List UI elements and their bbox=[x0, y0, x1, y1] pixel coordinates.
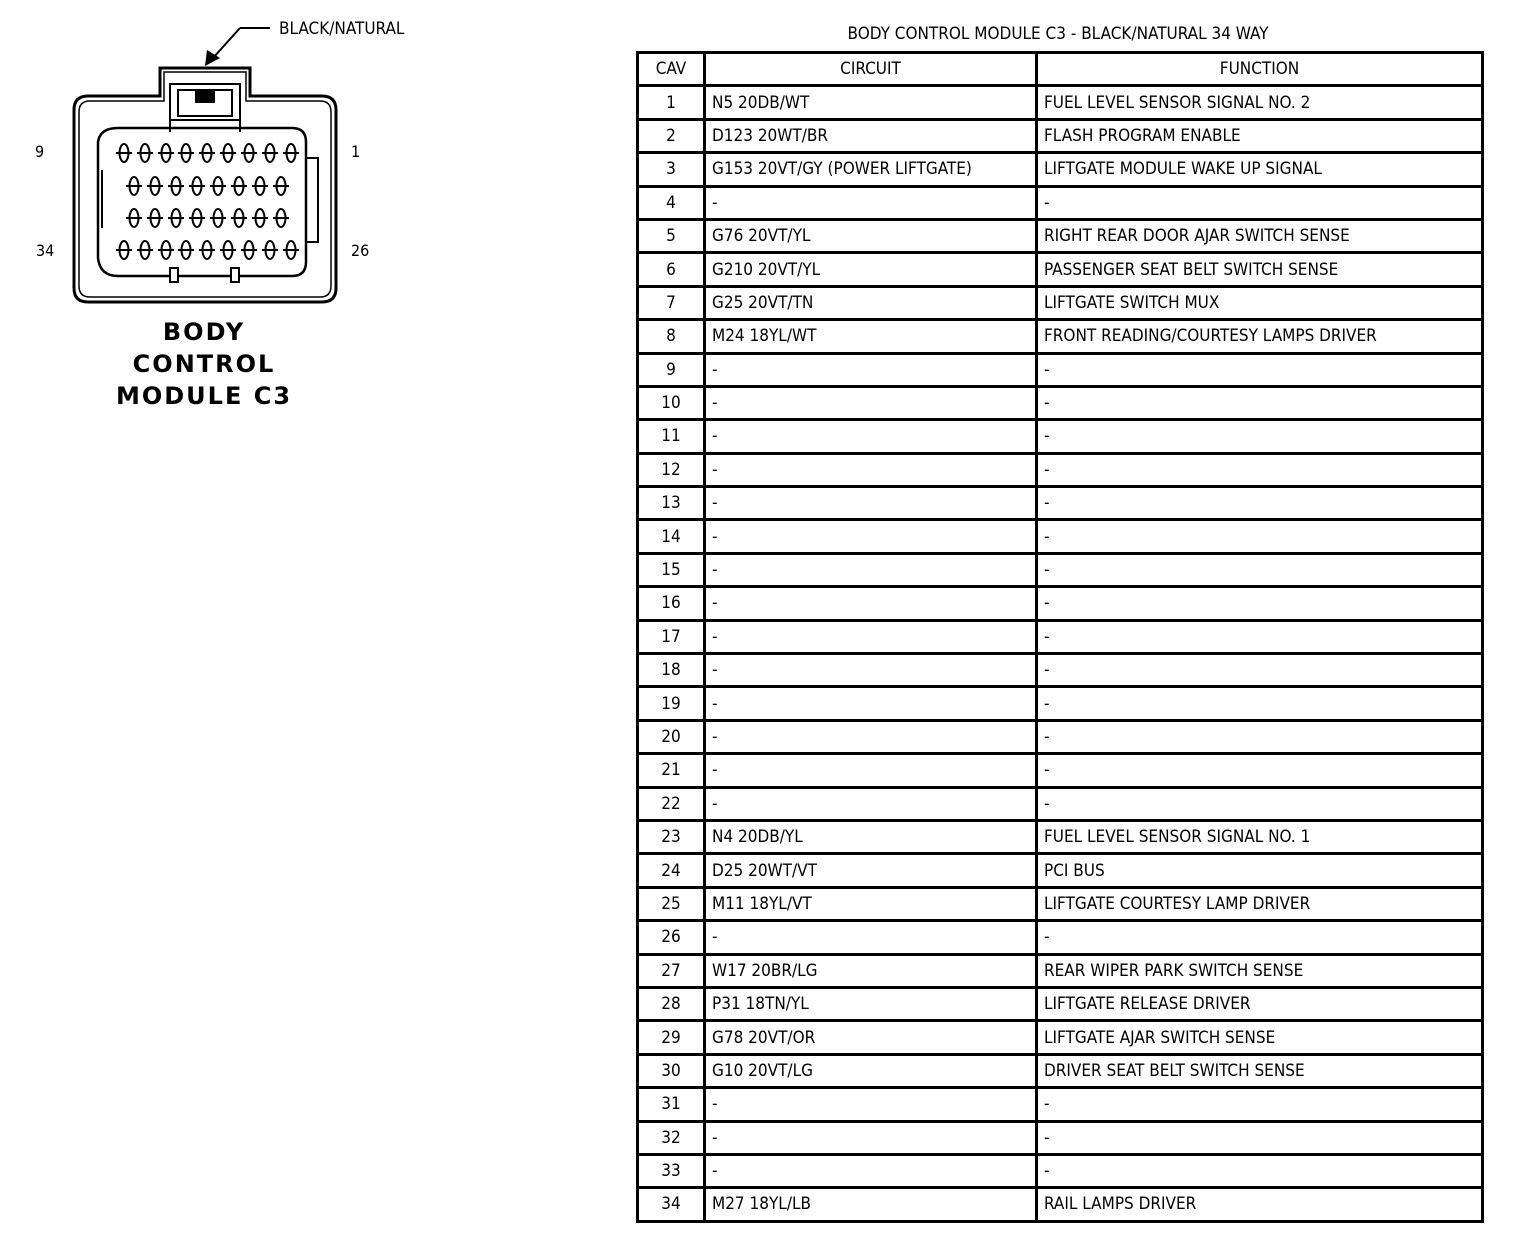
cell-cav: 13 bbox=[638, 487, 705, 520]
cell-circuit: - bbox=[705, 720, 1037, 753]
table-row bbox=[638, 119, 1483, 152]
cell-circuit: N4 20DB/YL bbox=[705, 820, 1037, 853]
cell-function: - bbox=[1037, 620, 1483, 653]
cell-function: - bbox=[1037, 186, 1483, 219]
cell-circuit: G153 20VT/GY (POWER LIFTGATE) bbox=[705, 153, 1037, 186]
cell-function: LIFTGATE RELEASE DRIVER bbox=[1037, 987, 1483, 1020]
cell-function: LIFTGATE MODULE WAKE UP SIGNAL bbox=[1037, 153, 1483, 186]
cell-cav: 6 bbox=[638, 253, 705, 286]
cell-function: - bbox=[1037, 520, 1483, 553]
connector-pin bbox=[116, 241, 132, 259]
cell-function: LIFTGATE COURTESY LAMP DRIVER bbox=[1037, 887, 1483, 920]
cell-circuit: - bbox=[705, 687, 1037, 720]
cell-cav: 28 bbox=[638, 987, 705, 1020]
cell-circuit: M24 18YL/WT bbox=[705, 320, 1037, 353]
cell-circuit: G210 20VT/YL bbox=[705, 253, 1037, 286]
cell-cav: 10 bbox=[638, 386, 705, 419]
connector-pins bbox=[116, 144, 299, 259]
cell-circuit: - bbox=[705, 921, 1037, 954]
cell-cav: 27 bbox=[638, 954, 705, 987]
cell-cav: 34 bbox=[638, 1188, 705, 1221]
table-row bbox=[638, 1088, 1483, 1121]
cell-cav: 15 bbox=[638, 553, 705, 586]
cell-circuit: - bbox=[705, 420, 1037, 453]
connector-pin bbox=[116, 144, 132, 162]
table-row bbox=[638, 921, 1483, 954]
table-row bbox=[638, 1121, 1483, 1154]
cell-cav: 30 bbox=[638, 1054, 705, 1087]
cell-cav: 21 bbox=[638, 754, 705, 787]
table-row bbox=[638, 86, 1483, 119]
table-row bbox=[638, 520, 1483, 553]
cell-function: - bbox=[1037, 1088, 1483, 1121]
cell-function: PCI BUS bbox=[1037, 854, 1483, 887]
cell-circuit: W17 20BR/LG bbox=[705, 954, 1037, 987]
table-row bbox=[638, 253, 1483, 286]
cell-cav: 17 bbox=[638, 620, 705, 653]
cell-cav: 31 bbox=[638, 1088, 705, 1121]
cell-circuit: M11 18YL/VT bbox=[705, 887, 1037, 920]
cell-cav: 32 bbox=[638, 1121, 705, 1154]
cell-cav: 26 bbox=[638, 921, 705, 954]
cell-function: - bbox=[1037, 754, 1483, 787]
cell-circuit: - bbox=[705, 520, 1037, 553]
pin-label-top-right: 1 bbox=[351, 142, 361, 161]
connector-diagram bbox=[0, 0, 600, 420]
cell-function: - bbox=[1037, 420, 1483, 453]
cell-circuit: - bbox=[705, 186, 1037, 219]
cell-function: DRIVER SEAT BELT SWITCH SENSE bbox=[1037, 1054, 1483, 1087]
connector-pin bbox=[252, 209, 268, 227]
cell-circuit: - bbox=[705, 1121, 1037, 1154]
connector-pin bbox=[273, 177, 289, 195]
cell-cav: 3 bbox=[638, 153, 705, 186]
cell-cav: 25 bbox=[638, 887, 705, 920]
table-body bbox=[638, 86, 1483, 1221]
cell-cav: 2 bbox=[638, 119, 705, 152]
cell-cav: 4 bbox=[638, 186, 705, 219]
table-row bbox=[638, 1154, 1483, 1187]
header-circuit: CIRCUIT bbox=[705, 53, 1037, 86]
cell-function: RIGHT REAR DOOR AJAR SWITCH SENSE bbox=[1037, 219, 1483, 252]
connector-pin bbox=[231, 209, 247, 227]
cell-cav: 24 bbox=[638, 854, 705, 887]
connector-side-rib bbox=[306, 158, 318, 242]
connector-pin bbox=[252, 177, 268, 195]
table-row bbox=[638, 320, 1483, 353]
cell-function: REAR WIPER PARK SWITCH SENSE bbox=[1037, 954, 1483, 987]
table-header-row bbox=[638, 53, 1483, 86]
cell-circuit: - bbox=[705, 487, 1037, 520]
table-row bbox=[638, 687, 1483, 720]
cell-circuit: - bbox=[705, 620, 1037, 653]
cell-function: LIFTGATE SWITCH MUX bbox=[1037, 286, 1483, 319]
pin-label-bottom-left: 34 bbox=[36, 241, 55, 260]
connector-title-line: BODY bbox=[162, 318, 246, 346]
connector-pin bbox=[241, 241, 257, 259]
table-row bbox=[638, 887, 1483, 920]
color-label-leader bbox=[213, 28, 270, 58]
cell-circuit: G10 20VT/LG bbox=[705, 1054, 1037, 1087]
cell-circuit: - bbox=[705, 787, 1037, 820]
connector-pin bbox=[147, 177, 163, 195]
table-row bbox=[638, 286, 1483, 319]
connector-pin bbox=[158, 241, 174, 259]
connector-title-line: MODULE C3 bbox=[115, 382, 293, 410]
cell-function: FLASH PROGRAM ENABLE bbox=[1037, 119, 1483, 152]
cell-function: FUEL LEVEL SENSOR SIGNAL NO. 2 bbox=[1037, 86, 1483, 119]
cell-cav: 33 bbox=[638, 1154, 705, 1187]
cell-function: - bbox=[1037, 1154, 1483, 1187]
table-row bbox=[638, 186, 1483, 219]
cell-circuit: D123 20WT/BR bbox=[705, 119, 1037, 152]
connector-pin bbox=[210, 177, 226, 195]
cell-circuit: P31 18TN/YL bbox=[705, 987, 1037, 1020]
connector-pin bbox=[262, 241, 278, 259]
cell-circuit: - bbox=[705, 553, 1037, 586]
cell-function: - bbox=[1037, 587, 1483, 620]
cell-cav: 20 bbox=[638, 720, 705, 753]
connector-pin bbox=[158, 144, 174, 162]
cell-circuit: G78 20VT/OR bbox=[705, 1021, 1037, 1054]
cell-function: - bbox=[1037, 654, 1483, 687]
table-row bbox=[638, 787, 1483, 820]
connector-pin bbox=[220, 144, 236, 162]
table-row bbox=[638, 587, 1483, 620]
cell-cav: 11 bbox=[638, 420, 705, 453]
table-row bbox=[638, 353, 1483, 386]
cell-circuit: - bbox=[705, 1154, 1037, 1187]
header-cav: CAV bbox=[638, 53, 705, 86]
cell-function: PASSENGER SEAT BELT SWITCH SENSE bbox=[1037, 253, 1483, 286]
cell-cav: 8 bbox=[638, 320, 705, 353]
cell-circuit: N5 20DB/WT bbox=[705, 86, 1037, 119]
connector-pin bbox=[231, 177, 247, 195]
table-row bbox=[638, 1021, 1483, 1054]
pin-label-top-left: 9 bbox=[35, 142, 45, 161]
cell-cav: 29 bbox=[638, 1021, 705, 1054]
table-row bbox=[638, 754, 1483, 787]
cell-circuit: - bbox=[705, 386, 1037, 419]
table-row bbox=[638, 487, 1483, 520]
connector-pin bbox=[168, 209, 184, 227]
cell-circuit: - bbox=[705, 1088, 1037, 1121]
cell-function: FUEL LEVEL SENSOR SIGNAL NO. 1 bbox=[1037, 820, 1483, 853]
cell-function: - bbox=[1037, 453, 1483, 486]
cell-circuit: - bbox=[705, 587, 1037, 620]
connector-pin bbox=[220, 241, 236, 259]
connector-pin bbox=[210, 209, 226, 227]
table-row bbox=[638, 620, 1483, 653]
pinout-table bbox=[636, 51, 1484, 1223]
table-row bbox=[638, 1054, 1483, 1087]
cell-cav: 12 bbox=[638, 453, 705, 486]
connector-pin bbox=[178, 241, 194, 259]
cell-function: - bbox=[1037, 921, 1483, 954]
cell-circuit: G25 20VT/TN bbox=[705, 286, 1037, 319]
table-row bbox=[638, 954, 1483, 987]
cell-function: - bbox=[1037, 720, 1483, 753]
connector-housing-inner bbox=[79, 72, 331, 297]
cell-function: RAIL LAMPS DRIVER bbox=[1037, 1188, 1483, 1221]
cell-circuit: D25 20WT/VT bbox=[705, 854, 1037, 887]
connector-pin bbox=[168, 177, 184, 195]
cell-function: - bbox=[1037, 553, 1483, 586]
connector-pin bbox=[126, 209, 142, 227]
table-row bbox=[638, 820, 1483, 853]
connector-pin bbox=[126, 177, 142, 195]
cell-function: - bbox=[1037, 787, 1483, 820]
connector-title-line: CONTROL bbox=[132, 350, 276, 378]
cell-cav: 22 bbox=[638, 787, 705, 820]
connector-title bbox=[104, 316, 304, 412]
cell-function: - bbox=[1037, 687, 1483, 720]
table-row bbox=[638, 420, 1483, 453]
connector-pin bbox=[189, 177, 205, 195]
cell-cav: 5 bbox=[638, 219, 705, 252]
cell-function: - bbox=[1037, 386, 1483, 419]
cell-circuit: G76 20VT/YL bbox=[705, 219, 1037, 252]
connector-pin bbox=[283, 241, 299, 259]
cell-function: FRONT READING/COURTESY LAMPS DRIVER bbox=[1037, 320, 1483, 353]
table-row bbox=[638, 386, 1483, 419]
connector-pin bbox=[283, 144, 299, 162]
cell-circuit: - bbox=[705, 754, 1037, 787]
cell-function: - bbox=[1037, 353, 1483, 386]
connector-pin bbox=[262, 144, 278, 162]
table-row bbox=[638, 153, 1483, 186]
connector-pin bbox=[137, 144, 153, 162]
connector-pin bbox=[199, 144, 215, 162]
connector-pin bbox=[241, 144, 257, 162]
connector-color-label: BLACK/NATURAL bbox=[279, 19, 405, 39]
table-row bbox=[638, 1188, 1483, 1221]
cell-circuit: M27 18YL/LB bbox=[705, 1188, 1037, 1221]
cell-function: - bbox=[1037, 487, 1483, 520]
connector-pin bbox=[199, 241, 215, 259]
table-row bbox=[638, 987, 1483, 1020]
cell-function: - bbox=[1037, 1121, 1483, 1154]
cell-cav: 19 bbox=[638, 687, 705, 720]
cell-cav: 9 bbox=[638, 353, 705, 386]
connector-pin bbox=[178, 144, 194, 162]
cell-circuit: - bbox=[705, 654, 1037, 687]
cell-cav: 16 bbox=[638, 587, 705, 620]
pin-label-bottom-right: 26 bbox=[351, 241, 370, 260]
cell-cav: 7 bbox=[638, 286, 705, 319]
connector-pin bbox=[147, 209, 163, 227]
table-row bbox=[638, 553, 1483, 586]
table-row bbox=[638, 219, 1483, 252]
connector-pin bbox=[273, 209, 289, 227]
cell-cav: 1 bbox=[638, 86, 705, 119]
table-row bbox=[638, 720, 1483, 753]
cell-cav: 23 bbox=[638, 820, 705, 853]
table-row bbox=[638, 854, 1483, 887]
cell-cav: 18 bbox=[638, 654, 705, 687]
cell-circuit: - bbox=[705, 453, 1037, 486]
table-row bbox=[638, 453, 1483, 486]
cell-circuit: - bbox=[705, 353, 1037, 386]
header-function: FUNCTION bbox=[1037, 53, 1483, 86]
connector-pin bbox=[189, 209, 205, 227]
cell-cav: 14 bbox=[638, 520, 705, 553]
connector-pin bbox=[137, 241, 153, 259]
table-row bbox=[638, 654, 1483, 687]
table-caption: BODY CONTROL MODULE C3 - BLACK/NATURAL 34 WAY bbox=[847, 24, 1269, 44]
cell-function: LIFTGATE AJAR SWITCH SENSE bbox=[1037, 1021, 1483, 1054]
connector-latch bbox=[170, 84, 240, 132]
